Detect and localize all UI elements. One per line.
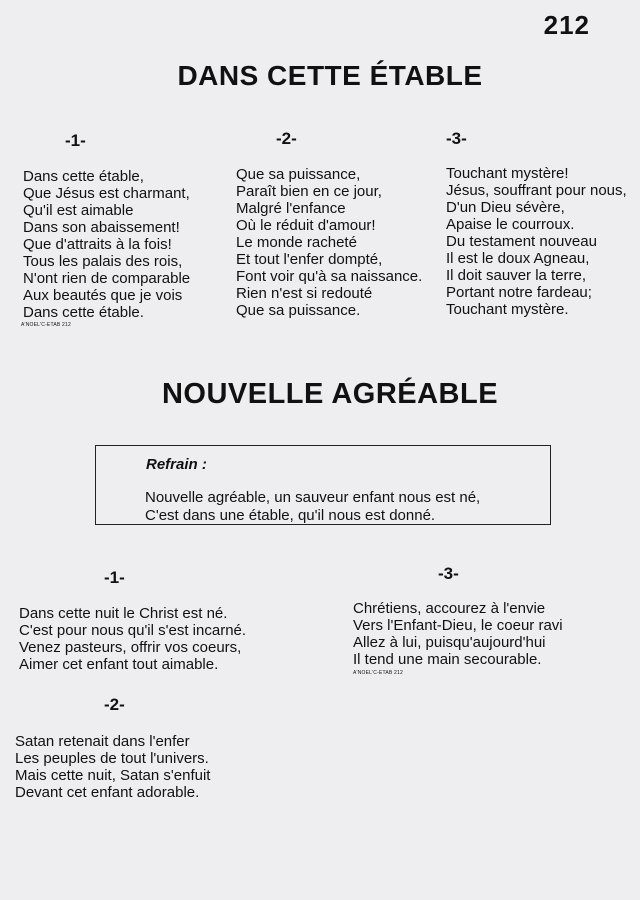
song1-verse-1 — [23, 168, 190, 321]
refrain-line: Nouvelle agréable, un sauveur enfant nous est né, — [145, 489, 481, 506]
verse-line: Que sa puissance, — [236, 166, 361, 183]
verse-line: Malgré l'enfance — [236, 200, 346, 217]
verse-line: Tous les palais des rois, — [23, 253, 183, 270]
song-title-dans-cette-etable: DANS CETTE ÉTABLE — [177, 60, 483, 91]
verse-line: N'ont rien de comparable — [23, 270, 191, 287]
credit-code: A'NOEL'C-ETAB 212 — [353, 670, 403, 676]
verse-line: D'un Dieu sévère, — [446, 199, 565, 216]
verse-line: Il tend une main secourable. — [353, 651, 542, 668]
verse-line: Chrétiens, accourez à l'envie — [353, 600, 546, 617]
song2-verse-3 — [353, 600, 563, 668]
verse-line: Dans cette nuit le Christ est né. — [19, 605, 228, 622]
verse-line: Touchant mystère. — [446, 301, 569, 318]
song-title-nouvelle-agreable: NOUVELLE AGRÉABLE — [161, 378, 499, 410]
verse-number: -2- — [276, 129, 297, 148]
verse-line: Aimer cet enfant tout aimable. — [19, 656, 219, 673]
verse-line: Il est le doux Agneau, — [446, 250, 590, 267]
verse-line: Jésus, souffrant pour nous, — [446, 182, 627, 199]
verse-line: Satan retenait dans l'enfer — [15, 733, 190, 750]
verse-line: Mais cette nuit, Satan s'enfuit — [15, 767, 211, 784]
verse-line: Dans son abaissement! — [23, 219, 180, 236]
verse-line: Il doit sauver la terre, — [446, 267, 587, 284]
verse-line: Touchant mystère! — [446, 165, 569, 182]
verse-line: C'est pour nous qu'il s'est incarné. — [19, 622, 247, 639]
song1-verse-2 — [236, 166, 422, 319]
verse-line: Que d'attraits à la fois! — [23, 236, 172, 253]
verse-line: Paraît bien en ce jour, — [236, 183, 382, 200]
verse-number: -1- — [65, 131, 86, 150]
verse-number: -1- — [104, 568, 125, 587]
verse-line: Que sa puissance. — [236, 302, 361, 319]
song2-verse-2 — [15, 733, 210, 801]
verse-line: Dans cette étable, — [23, 168, 144, 185]
refrain-text — [145, 489, 480, 525]
verse-line: Que Jésus est charmant, — [23, 185, 190, 202]
verse-line: Allez à lui, puisqu'aujourd'hui — [353, 634, 546, 651]
verse-line: Apaise le courroux. — [446, 216, 575, 233]
verse-line: Vers l'Enfant-Dieu, le coeur ravi — [353, 617, 563, 634]
verse-line: Qu'il est aimable — [23, 202, 134, 219]
page-number: 212 — [543, 10, 590, 40]
verse-line: Du testament nouveau — [446, 233, 597, 250]
verse-line: Devant cet enfant adorable. — [15, 784, 200, 801]
song2-verse-1 — [19, 605, 246, 673]
verse-number: -3- — [438, 564, 459, 583]
verse-line: Portant notre fardeau; — [446, 284, 592, 301]
song1-verse-3 — [446, 165, 627, 318]
verse-line: Aux beautés que je vois — [23, 287, 183, 304]
refrain-box — [95, 445, 551, 525]
verse-line: Font voir qu'à sa naissance. — [236, 268, 423, 285]
verse-line: Les peuples de tout l'univers. — [15, 750, 209, 767]
refrain-line: C'est dans une étable, qu'il nous est donné. — [145, 507, 436, 524]
verse-number: -2- — [104, 695, 125, 714]
verse-line: Le monde racheté — [236, 234, 357, 251]
verse-line: Et tout l'enfer dompté, — [236, 251, 383, 268]
credit-code: A'NOEL'C-ETAB 212 — [21, 322, 71, 328]
verse-line: Rien n'est si redouté — [236, 285, 373, 302]
verse-line: Où le réduit d'amour! — [236, 217, 376, 234]
verse-line: Dans cette étable. — [23, 304, 144, 321]
verse-number: -3- — [446, 129, 467, 148]
refrain-label: Refrain : — [146, 456, 207, 473]
verse-line: Venez pasteurs, offrir vos coeurs, — [19, 639, 242, 656]
